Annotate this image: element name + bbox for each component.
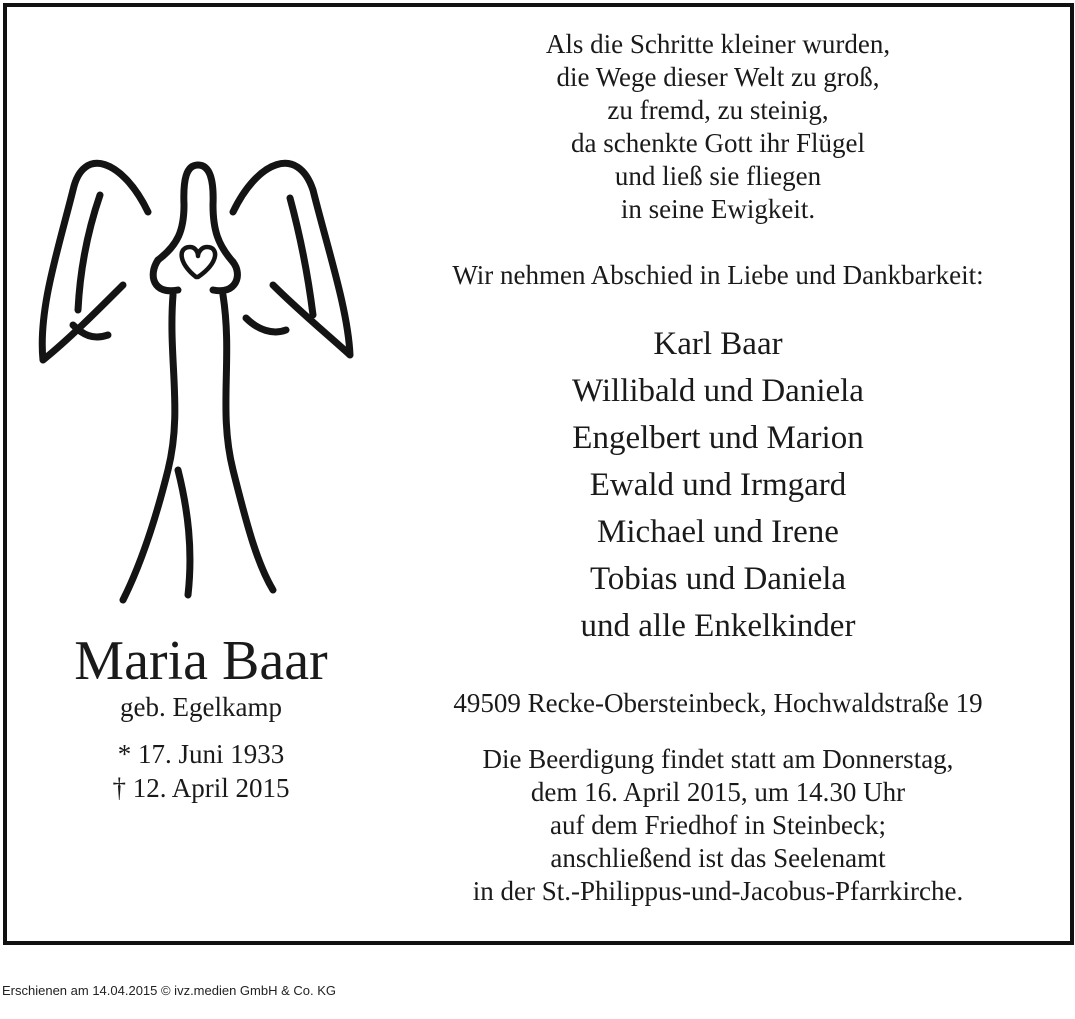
mourner-name: Michael und Irene (597, 514, 839, 550)
poem-line: in seine Ewigkeit. (620, 194, 816, 224)
poem-line: die Wege dieser Welt zu groß, (556, 62, 880, 92)
mourners-list (392, 321, 1044, 650)
funeral-line: auf dem Friedhof in Steinbeck; (550, 810, 886, 840)
poem (392, 28, 1044, 226)
mourner-name: Ewald und Irmgard (589, 467, 847, 503)
deceased-name: Maria Baar (74, 630, 328, 692)
angel-with-heart-icon (28, 150, 368, 610)
death-date: † 12. April 2015 (112, 773, 290, 803)
poem-line: zu fremd, zu steinig, (607, 95, 829, 125)
maiden-name: geb. Egelkamp (120, 692, 282, 722)
family-address: 49509 Recke-Obersteinbeck, Hochwaldstraße 19 (453, 688, 983, 718)
mourner-name: Willibald und Daniela (572, 373, 864, 409)
mourner-name: Tobias und Daniela (589, 561, 847, 597)
funeral-line: anschließend ist das Seelenamt (550, 843, 886, 873)
funeral-line: in der St.-Philippus-und-Jacobus-Pfarrkirche. (472, 876, 964, 906)
publication-footer: Erschienen am 14.04.2015 © ivz.medien GmbH & Co. KG (2, 983, 337, 998)
mourner-name: Engelbert und Marion (572, 420, 864, 456)
birth-date: * 17. Juni 1933 (117, 739, 285, 769)
farewell-text: Wir nehmen Abschied in Liebe und Dankbarkeit: (452, 260, 984, 290)
funeral-details (392, 743, 1044, 908)
funeral-line: dem 16. April 2015, um 14.30 Uhr (530, 777, 906, 807)
poem-line: Als die Schritte kleiner wurden, (545, 29, 891, 59)
funeral-line: Die Beerdigung findet statt am Donnerstag, (482, 744, 954, 774)
poem-line: und ließ sie fliegen (614, 161, 822, 191)
mourner-name: Karl Baar (653, 326, 783, 362)
poem-line: da schenkte Gott ihr Flügel (571, 128, 865, 158)
mourner-name: und alle Enkelkinder (580, 608, 856, 644)
